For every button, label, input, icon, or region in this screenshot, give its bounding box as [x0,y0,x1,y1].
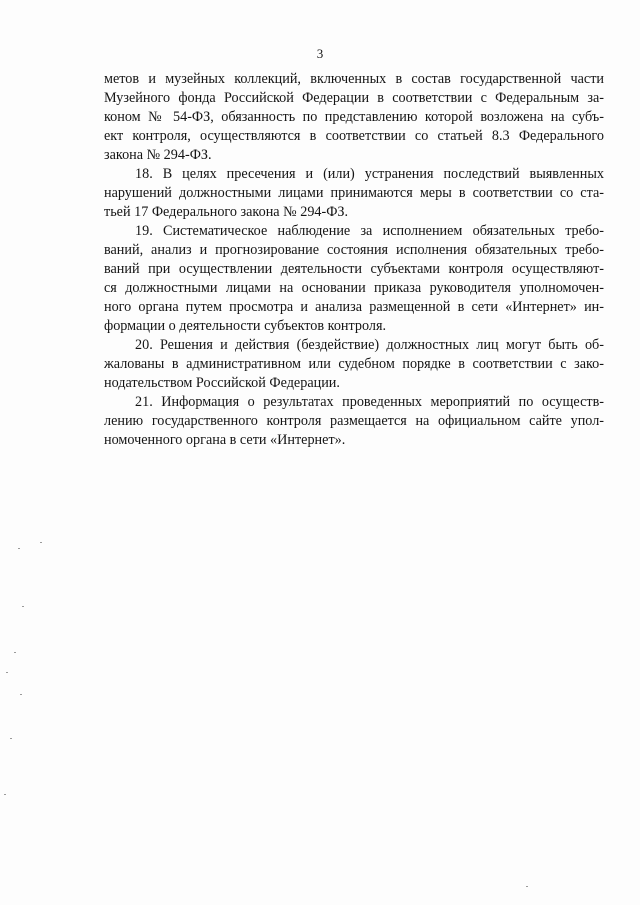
scan-speck [20,694,22,695]
text-line: ваний при осуществлении деятельности субъектами контроля осуществляют- [104,261,604,277]
scan-speck [526,886,528,887]
text-line: тьей 17 Федерального закона № 294-ФЗ. [104,204,349,220]
document-body [104,70,604,450]
text-line: номоченного органа в сети «Интернет». [104,432,346,448]
scan-speck [10,738,12,739]
scan-speck [4,794,6,795]
scan-speck [18,548,20,549]
scan-speck [22,606,24,607]
scan-speck [14,652,16,653]
text-line: формации о деятельности субъектов контроля. [104,318,387,334]
text-line: нарушений должностными лицами принимаются меры в соответствии со ста- [104,185,604,201]
text-line: 18. В целях пресечения и (или) устранения последствий выявленных [135,166,604,182]
text-line: коном № 54-ФЗ, обязанность по представлению которой возложена на субъ- [104,109,604,125]
text-line: 21. Информация о результатах проведенных мероприятий по осуществ- [135,394,604,410]
text-line: 19. Систематическое наблюдение за исполнением обязательных требо- [135,223,604,239]
text-line: Музейного фонда Российской Федерации в соответствии с Федеральным за- [104,90,604,106]
text-line: ект контроля, осуществляются в соответствии со статьей 8.3 Федерального [104,128,604,144]
page-number: 3 [316,46,324,61]
text-line: ся должностными лицами на основании приказа руководителя уполномочен- [104,280,604,296]
scan-speck [6,672,8,673]
text-line: 20. Решения и действия (бездействие) должностных лиц могут быть об- [135,337,604,353]
text-line: метов и музейных коллекций, включенных в состав государственной части [104,71,604,87]
text-line: нодательством Российской Федерации. [104,375,340,391]
scan-speck [40,542,42,543]
text-line: ного органа путем просмотра и анализа размещенной в сети «Интернет» ин- [104,299,604,315]
text-line: закона № 294-ФЗ. [104,147,212,163]
text-line: лению государственного контроля размещается на официальном сайте упол- [104,413,604,429]
text-line: жалованы в административном или судебном порядке в соответствии с зако- [104,356,604,372]
text-line: ваний, анализ и прогнозирование состояния исполнения обязательных требо- [104,242,604,258]
